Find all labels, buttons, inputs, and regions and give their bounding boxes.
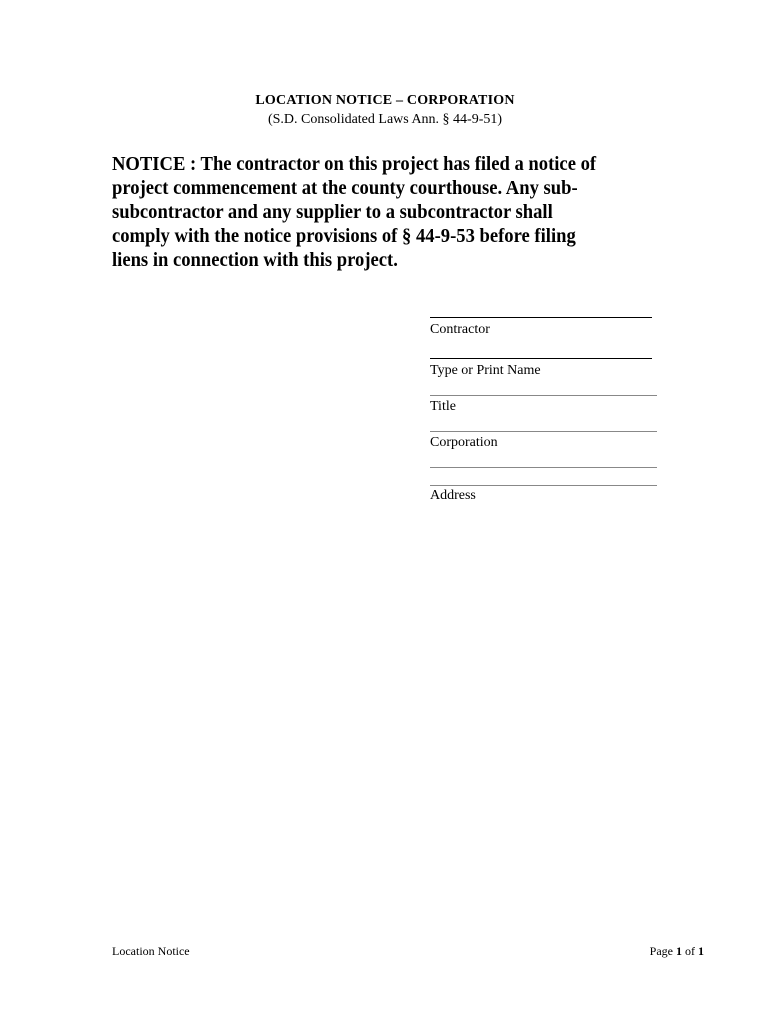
notice-line: comply with the notice provisions of § 44-9-53 before filing [112, 225, 576, 247]
notice-line: project commencement at the county courthouse. Any sub- [112, 177, 578, 199]
type-or-print-name-label: Type or Print Name [430, 363, 541, 378]
page-prefix: Page [649, 944, 676, 958]
footer-page-number [580, 944, 704, 959]
page-current: 1 [676, 944, 682, 958]
corporation-line[interactable] [430, 431, 657, 432]
corporation-label: Corporation [430, 435, 498, 450]
page-total: 1 [698, 944, 704, 958]
notice-text [112, 152, 633, 272]
title-line[interactable] [430, 395, 657, 396]
document-header [0, 92, 770, 129]
contractor-label: Contractor [430, 322, 490, 337]
address-line-2[interactable] [430, 485, 657, 486]
contractor-signature-line[interactable] [430, 317, 652, 318]
document-title: LOCATION NOTICE – CORPORATION [255, 93, 515, 108]
footer-document-name: Location Notice [112, 944, 190, 958]
statute-citation: (S.D. Consolidated Laws Ann. § 44-9-51) [267, 112, 503, 127]
notice-line: subcontractor and any supplier to a subcontractor shall [112, 201, 553, 223]
notice-line: liens in connection with this project. [112, 249, 398, 271]
page-of: of [682, 944, 698, 958]
name-signature-line[interactable] [430, 358, 652, 359]
address-line-1[interactable] [430, 467, 657, 468]
address-label: Address [430, 488, 476, 503]
notice-line: NOTICE : The contractor on this project has filed a notice of [112, 153, 597, 175]
title-label: Title [430, 399, 456, 414]
